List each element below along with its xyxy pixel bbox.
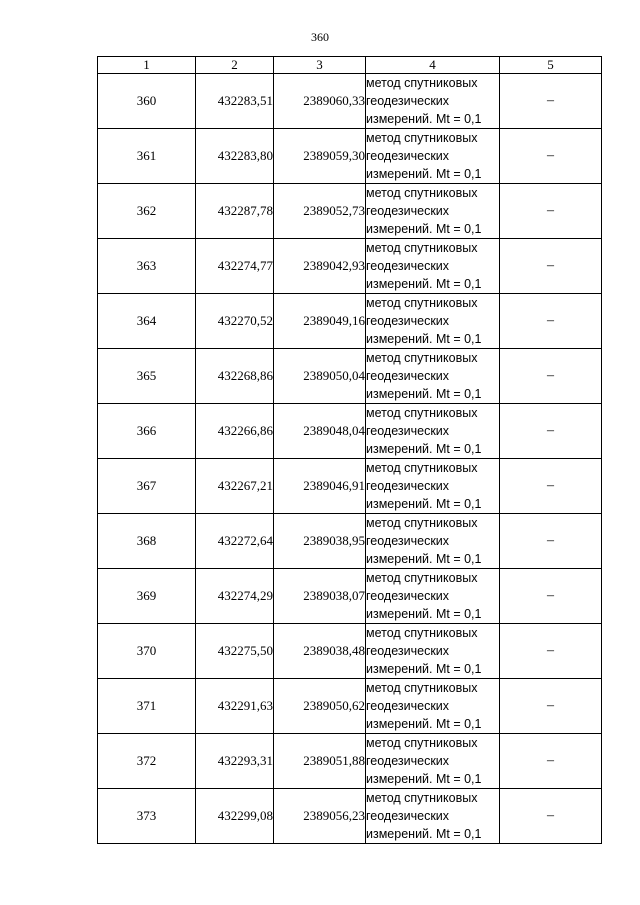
page-number: 360 — [311, 30, 329, 44]
x-coordinate-cell: 432267,21 — [196, 459, 274, 514]
point-number-cell: 369 — [98, 569, 196, 624]
y-coordinate-cell: 2389050,04 — [274, 349, 366, 404]
method-line: геодезических — [366, 204, 450, 218]
method-line: измерений. Mt = 0,1 — [366, 222, 482, 236]
x-coordinate-cell: 432270,52 — [196, 294, 274, 349]
method-line: метод спутниковых — [366, 406, 478, 420]
method-cell — [366, 789, 500, 844]
note-cell: – — [500, 624, 602, 679]
method-line: геодезических — [366, 644, 450, 658]
method-cell — [366, 734, 500, 789]
table-row — [98, 349, 602, 404]
table-row — [98, 404, 602, 459]
table-row — [98, 679, 602, 734]
table-row — [98, 129, 602, 184]
method-cell — [366, 239, 500, 294]
y-coordinate-cell: 2389059,30 — [274, 129, 366, 184]
method-line: геодезических — [366, 589, 450, 603]
method-line: измерений. Mt = 0,1 — [366, 772, 482, 786]
table-row — [98, 569, 602, 624]
x-coordinate-cell: 432275,50 — [196, 624, 274, 679]
y-coordinate-cell: 2389052,73 — [274, 184, 366, 239]
x-coordinate-cell: 432287,78 — [196, 184, 274, 239]
x-coordinate-cell: 432291,63 — [196, 679, 274, 734]
table-row — [98, 74, 602, 129]
point-number-cell: 363 — [98, 239, 196, 294]
note-cell: – — [500, 404, 602, 459]
table-row — [98, 459, 602, 514]
table-body — [98, 74, 602, 844]
note-cell: – — [500, 184, 602, 239]
method-line: метод спутниковых — [366, 76, 478, 90]
x-coordinate-cell: 432274,29 — [196, 569, 274, 624]
note-cell: – — [500, 514, 602, 569]
method-cell — [366, 624, 500, 679]
method-line: геодезических — [366, 424, 450, 438]
column-header-4: 4 — [366, 57, 500, 74]
column-header-5: 5 — [500, 57, 602, 74]
method-line: метод спутниковых — [366, 571, 478, 585]
column-header-2: 2 — [196, 57, 274, 74]
table-row — [98, 734, 602, 789]
method-line: измерений. Mt = 0,1 — [366, 332, 482, 346]
method-line: метод спутниковых — [366, 626, 478, 640]
method-line: геодезических — [366, 809, 450, 823]
method-line: метод спутниковых — [366, 241, 478, 255]
note-cell: – — [500, 569, 602, 624]
point-number-cell: 367 — [98, 459, 196, 514]
method-line: измерений. Mt = 0,1 — [366, 607, 482, 621]
coordinates-table — [97, 56, 602, 844]
method-line: метод спутниковых — [366, 351, 478, 365]
column-header-1: 1 — [98, 57, 196, 74]
method-line: геодезических — [366, 314, 450, 328]
method-cell — [366, 404, 500, 459]
method-cell — [366, 459, 500, 514]
method-line: измерений. Mt = 0,1 — [366, 277, 482, 291]
point-number-cell: 361 — [98, 129, 196, 184]
x-coordinate-cell: 432266,86 — [196, 404, 274, 459]
y-coordinate-cell: 2389038,48 — [274, 624, 366, 679]
x-coordinate-cell: 432274,77 — [196, 239, 274, 294]
table-row — [98, 514, 602, 569]
y-coordinate-cell: 2389049,16 — [274, 294, 366, 349]
method-line: геодезических — [366, 699, 450, 713]
point-number-cell: 372 — [98, 734, 196, 789]
method-cell — [366, 514, 500, 569]
method-line: метод спутниковых — [366, 296, 478, 310]
note-cell: – — [500, 294, 602, 349]
method-line: метод спутниковых — [366, 131, 478, 145]
note-cell: – — [500, 789, 602, 844]
method-cell — [366, 129, 500, 184]
table-row — [98, 294, 602, 349]
table-header-row — [98, 57, 602, 74]
method-line: метод спутниковых — [366, 736, 478, 750]
table-row — [98, 239, 602, 294]
method-line: измерений. Mt = 0,1 — [366, 442, 482, 456]
y-coordinate-cell: 2389038,07 — [274, 569, 366, 624]
column-header-3: 3 — [274, 57, 366, 74]
x-coordinate-cell: 432283,80 — [196, 129, 274, 184]
y-coordinate-cell: 2389038,95 — [274, 514, 366, 569]
method-cell — [366, 74, 500, 129]
point-number-cell: 360 — [98, 74, 196, 129]
note-cell: – — [500, 349, 602, 404]
method-line: измерений. Mt = 0,1 — [366, 112, 482, 126]
x-coordinate-cell: 432293,31 — [196, 734, 274, 789]
method-line: метод спутниковых — [366, 516, 478, 530]
y-coordinate-cell: 2389056,23 — [274, 789, 366, 844]
method-cell — [366, 294, 500, 349]
note-cell: – — [500, 459, 602, 514]
method-line: метод спутниковых — [366, 681, 478, 695]
method-cell — [366, 679, 500, 734]
method-line: геодезических — [366, 479, 450, 493]
method-line: геодезических — [366, 149, 450, 163]
x-coordinate-cell: 432283,51 — [196, 74, 274, 129]
method-line: геодезических — [366, 94, 450, 108]
point-number-cell: 362 — [98, 184, 196, 239]
method-line: измерений. Mt = 0,1 — [366, 387, 482, 401]
method-line: геодезических — [366, 259, 450, 273]
note-cell: – — [500, 239, 602, 294]
method-line: измерений. Mt = 0,1 — [366, 827, 482, 841]
note-cell: – — [500, 734, 602, 789]
method-line: геодезических — [366, 534, 450, 548]
x-coordinate-cell: 432268,86 — [196, 349, 274, 404]
method-line: измерений. Mt = 0,1 — [366, 717, 482, 731]
table-row — [98, 624, 602, 679]
method-line: геодезических — [366, 754, 450, 768]
method-line: метод спутниковых — [366, 461, 478, 475]
method-line: геодезических — [366, 369, 450, 383]
x-coordinate-cell: 432272,64 — [196, 514, 274, 569]
point-number-cell: 365 — [98, 349, 196, 404]
method-line: измерений. Mt = 0,1 — [366, 552, 482, 566]
method-line: измерений. Mt = 0,1 — [366, 167, 482, 181]
method-cell — [366, 349, 500, 404]
point-number-cell: 371 — [98, 679, 196, 734]
table-row — [98, 184, 602, 239]
method-line: метод спутниковых — [366, 186, 478, 200]
y-coordinate-cell: 2389048,04 — [274, 404, 366, 459]
point-number-cell: 366 — [98, 404, 196, 459]
point-number-cell: 368 — [98, 514, 196, 569]
table-row — [98, 789, 602, 844]
point-number-cell: 370 — [98, 624, 196, 679]
point-number-cell: 364 — [98, 294, 196, 349]
method-line: измерений. Mt = 0,1 — [366, 662, 482, 676]
y-coordinate-cell: 2389051,88 — [274, 734, 366, 789]
method-cell — [366, 184, 500, 239]
note-cell: – — [500, 679, 602, 734]
y-coordinate-cell: 2389060,33 — [274, 74, 366, 129]
y-coordinate-cell: 2389046,91 — [274, 459, 366, 514]
method-line: измерений. Mt = 0,1 — [366, 497, 482, 511]
note-cell: – — [500, 74, 602, 129]
y-coordinate-cell: 2389050,62 — [274, 679, 366, 734]
point-number-cell: 373 — [98, 789, 196, 844]
method-line: метод спутниковых — [366, 791, 478, 805]
method-cell — [366, 569, 500, 624]
x-coordinate-cell: 432299,08 — [196, 789, 274, 844]
y-coordinate-cell: 2389042,93 — [274, 239, 366, 294]
note-cell: – — [500, 129, 602, 184]
